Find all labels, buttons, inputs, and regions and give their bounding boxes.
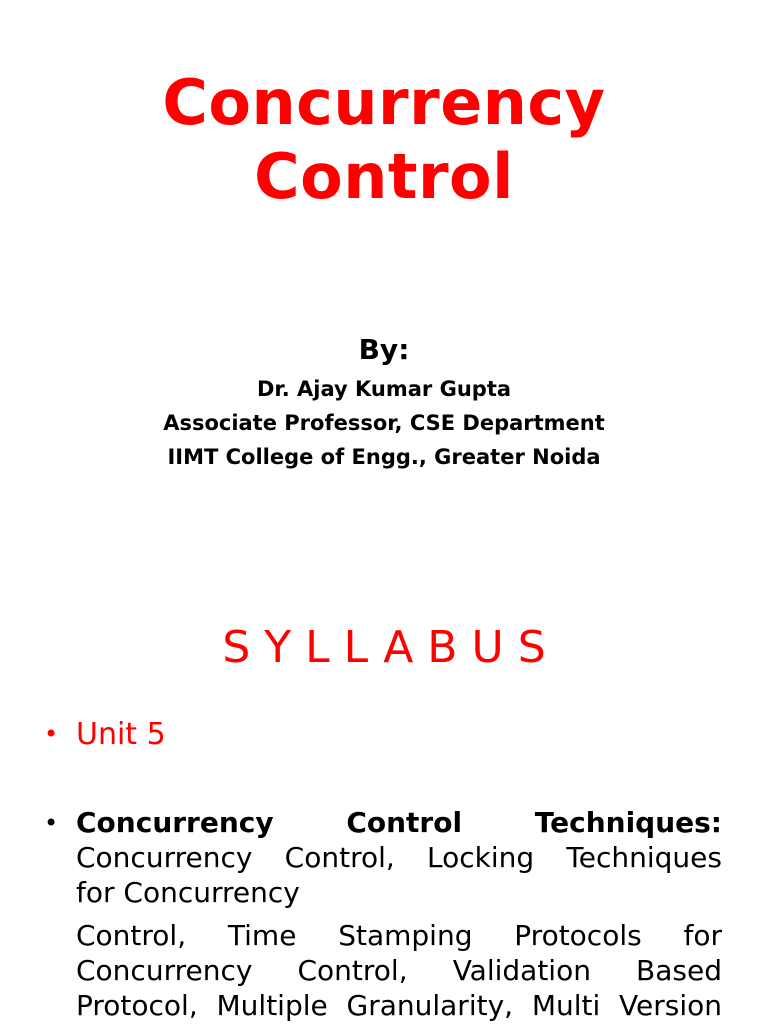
author-position: Associate Professor, CSE Department — [163, 411, 605, 435]
author-institution: IIMT College of Engg., Greater Noida — [167, 445, 601, 469]
title-line-2: Control — [254, 140, 514, 213]
title-line-1: Concurrency — [162, 66, 606, 139]
by-label: By: — [358, 333, 410, 366]
bullet-dot-icon: • — [44, 720, 59, 748]
syllabus-heading: SYLLABUS — [222, 622, 560, 673]
bullet-dot-icon: • — [44, 809, 59, 837]
slide-title — [0, 66, 768, 214]
unit-label: Unit 5 — [76, 717, 166, 752]
topics-heading: Concurrency Control Techniques: — [76, 806, 722, 839]
topics-text — [76, 805, 722, 1023]
topics-line: Concurrency Control, Locking Techniques — [76, 841, 722, 874]
topics-line: Control, Time Stamping Protocols for — [76, 919, 722, 952]
topics-line: Concurrency Control, Validation Based — [76, 954, 722, 987]
author-name: Dr. Ajay Kumar Gupta — [256, 377, 512, 401]
author-block — [0, 372, 768, 474]
topics-line: Protocol, Multiple Granularity, Multi Version — [76, 989, 722, 1022]
topics-line: for Concurrency — [76, 876, 300, 909]
